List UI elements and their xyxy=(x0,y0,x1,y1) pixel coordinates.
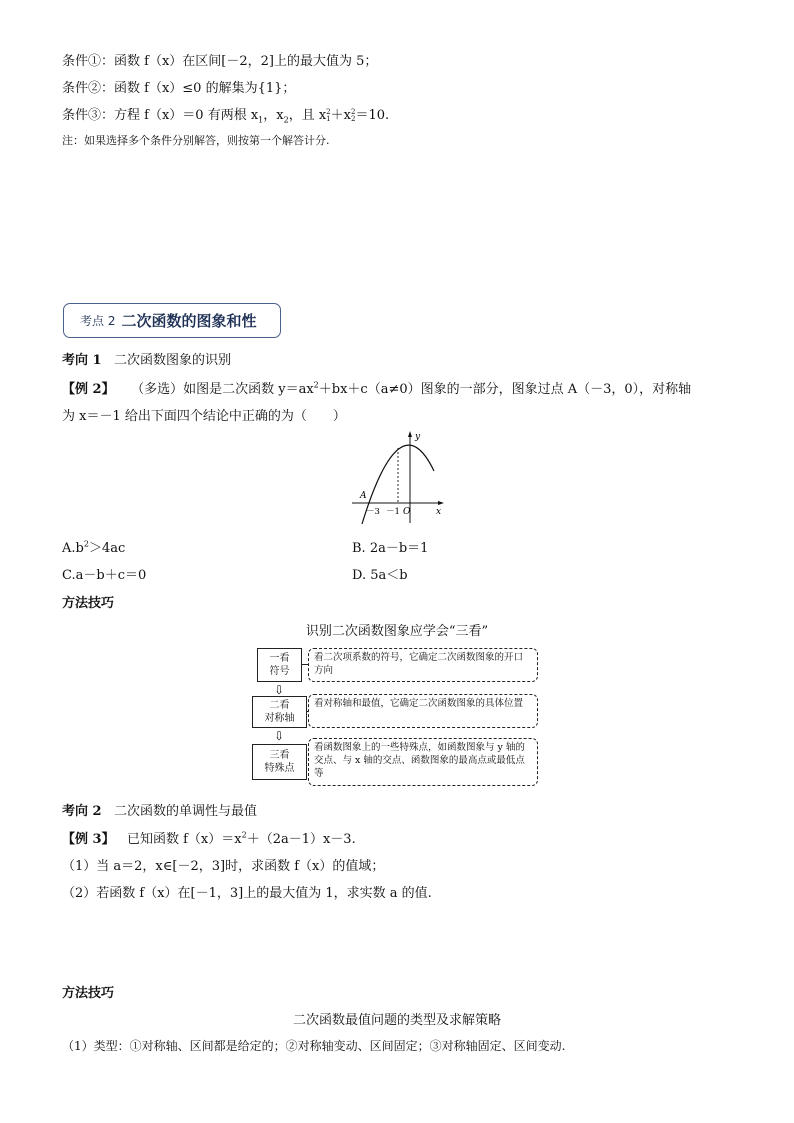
example-3-q2: （2）若函数 f（x）在[－1，3]上的最大值为 1，求实数 a 的值. xyxy=(62,886,432,901)
method-1-title: 识别二次函数图象应学会“三看” xyxy=(305,624,489,639)
label-O: O xyxy=(403,507,411,517)
example-3-stem: 【例 3】 已知函数 $f(x)=x^2+(2a-1)x-3$. xyxy=(62,830,356,847)
label-A: A xyxy=(360,491,367,501)
option-a: $A.b^2>4ac$ xyxy=(62,539,126,556)
method-heading-2: 方法技巧 xyxy=(62,986,115,1001)
direction-1: 考向 1 二次函数图象的识别 xyxy=(62,353,231,368)
example-2-line2: 为 x＝－1 给出下面四个结论中正确的为（ ） xyxy=(62,409,346,424)
option-b: B. 2a－b＝1 xyxy=(352,541,429,556)
option-d: D. 5a＜b xyxy=(352,568,408,583)
label-neg1: －1 xyxy=(386,507,400,517)
step-1-desc: 看二次项系数的符号，它确定二次函数图象的开口方向 xyxy=(308,648,538,682)
label-neg3: －3 xyxy=(366,507,380,517)
condition-3: 条件③：方程 f（x）＝0 有两根 $x_1$，$x_2$，且 x 2 1 ＋x 2 2 ＝10. xyxy=(62,107,390,125)
step-3-desc: 看函数图象上的一些特殊点，如函数图象与 y 轴的交点、与 x 轴的交点、函数图象的最高点或最低点等 xyxy=(308,738,538,786)
label-y: y xyxy=(415,432,421,442)
step-3-box: 三看 特殊点 xyxy=(252,744,307,780)
step-2-box: 二看 对称轴 xyxy=(252,696,307,728)
note: 注：如果选择多个条件分别解答，则按第一个解答计分. xyxy=(62,134,330,147)
option-c: C.a－b＋c＝0 xyxy=(62,568,147,583)
section-tag: 考点 2 xyxy=(80,314,116,328)
x-axis-arrow xyxy=(438,501,444,505)
section-title: 二次函数的图象和性 xyxy=(121,312,257,330)
condition-1: 条件①：函数 f（x）在区间[－2，2]上的最大值为 5； xyxy=(62,54,378,69)
step-1-box: 一看 符号 xyxy=(257,648,302,682)
label-x: x xyxy=(436,507,442,517)
example-3-q1: （1）当 a＝2，x∈[－2，3]时，求函数 f（x）的值域； xyxy=(62,859,385,874)
method-2-title: 二次函数最值问题的类型及求解策略 xyxy=(292,1013,501,1028)
direction-2: 考向 2 二次函数的单调性与最值 xyxy=(62,804,257,819)
method-2-line1: （1）类型：①对称轴、区间都是给定的；②对称轴变动、区间固定；③对称轴固定、区间变动. xyxy=(62,1039,566,1053)
y-axis-arrow xyxy=(408,431,412,437)
condition-2: 条件②：函数 f（x）≤0 的解集为{1}； xyxy=(62,81,296,96)
step-2-desc: 看对称轴和最值，它确定二次函数图象的具体位置 xyxy=(308,694,538,728)
method-heading-1: 方法技巧 xyxy=(62,596,115,611)
example-2-line1: 【例 2】 （多选）如图是二次函数 $y=ax^2+bx+c(a\ne 0)$图象的一部分，图象过点 A（－3，0），对称轴 xyxy=(62,380,692,397)
down-arrow-2: ⇩ xyxy=(274,729,285,743)
parabola-graph xyxy=(348,426,448,526)
section-heading xyxy=(63,303,281,338)
down-arrow-1: ⇩ xyxy=(274,683,285,697)
